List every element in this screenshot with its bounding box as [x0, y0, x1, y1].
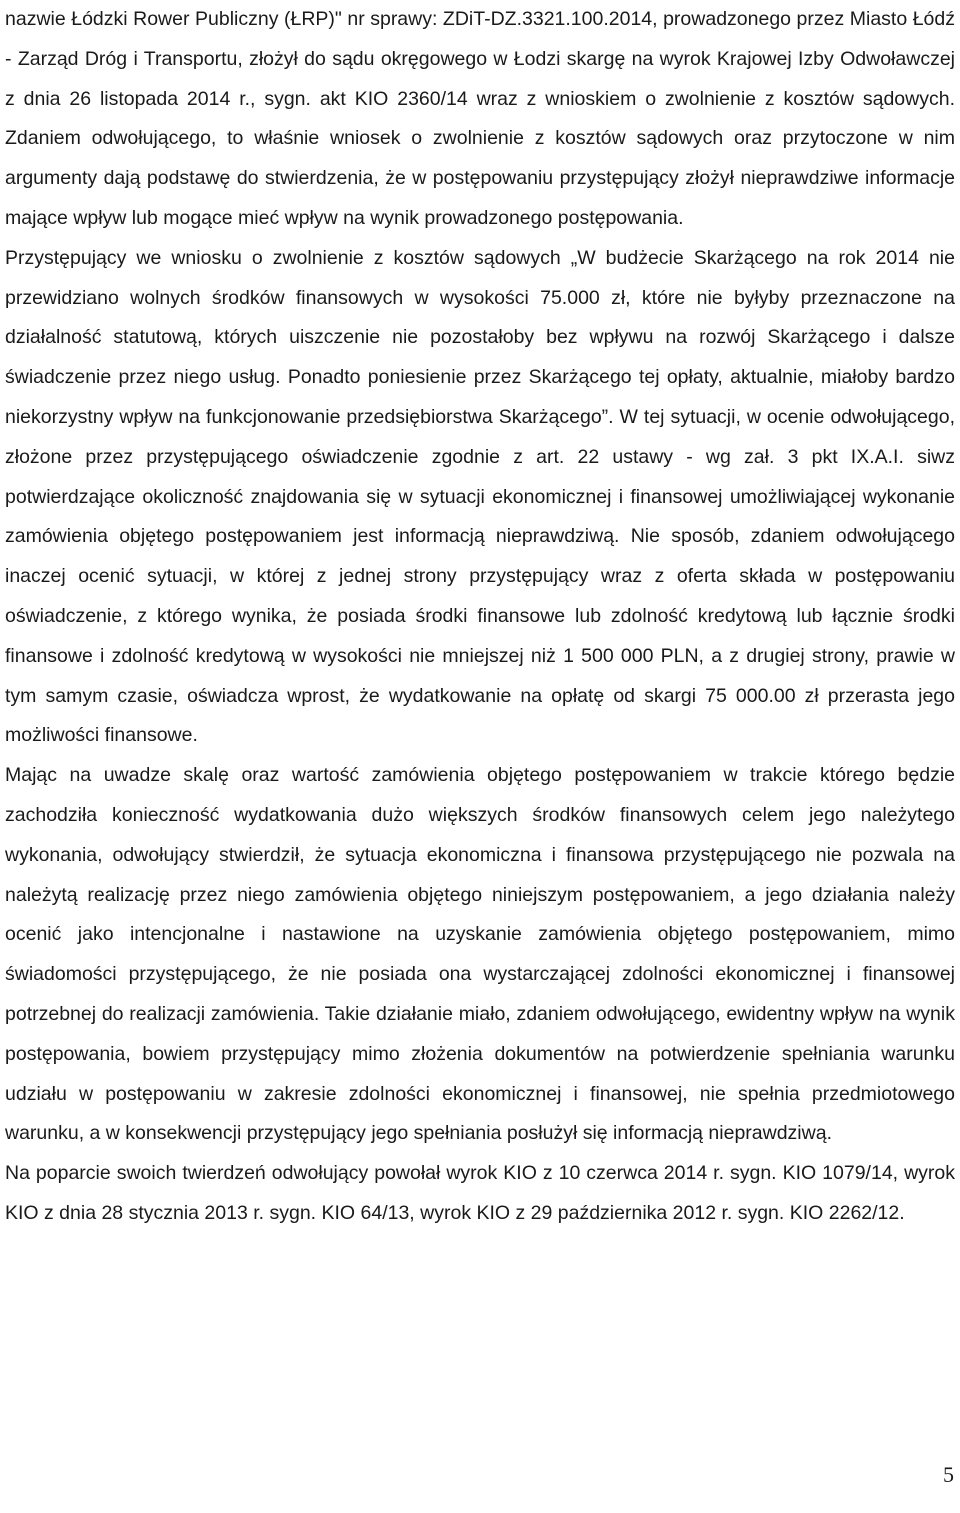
page-number: 5 — [943, 1462, 954, 1487]
paragraph-4: Na poparcie swoich twierdzeń odwołujący powołał wyrok KIO z 10 czerwca 2014 r. sygn. KIO 1079/14, wyrok KIO z dnia 28 stycznia 2013 r. sygn. KIO 64/13, wyrok KIO z 29 października 2012 r. sygn. KIO 2262/12. — [5, 1162, 955, 1224]
paragraph-1: nazwie Łódzki Rower Publiczny (ŁRP)" nr sprawy: ZDiT-DZ.3321.100.2014, prowadzonego przez Miasto Łódź - Zarząd Dróg i Transportu, złożył do sądu okręgowego w Łodzi skargę na wyrok Krajowej Izby Odwoławczej z dnia 26 listopada 2014 r., sygn. akt KIO 2360/14 wraz z wnioskiem o zwolnienie z kosztów sądowych. Zdaniem odwołującego, to właśnie wniosek o zwolnienie z kosztów sądowych oraz przytoczone w nim argumenty dają podstawę do stwierdzenia, że w postępowaniu przystępujący złożył nieprawdziwe informacje mające wpływ lub mogące mieć wpływ na wynik prowadzonego postępowania. — [5, 8, 955, 229]
paragraph-2: Przystępujący we wniosku o zwolnienie z kosztów sądowych „W budżecie Skarżącego na rok 2014 nie przewidziano wolnych środków finansowych w wysokości 75.000 zł, które nie byłyby przeznaczone na działalność statutową, których uiszczenie nie pozostałoby bez wpływu na rozwój Skarżącego i dalsze świadczenie przez niego usług. Ponadto poniesienie przez Skarżącego tej opłaty, aktualnie, miałoby bardzo niekorzystny wpływ na funkcjonowanie przedsiębiorstwa Skarżącego”. W tej sytuacji, w ocenie odwołującego, złożone przez przystępującego oświadczenie zgodnie z art. 22 ustawy - wg zał. 3 pkt IX.A.I. siwz potwierdzające okoliczność znajdowania się w sytuacji ekonomicznej i finansowej umożliwiającej wykonanie zamówienia objętego postępowaniem jest informacją nieprawdziwą. Nie sposób, zdaniem odwołującego inaczej ocenić sytuacji, w której z jednej strony przystępujący wraz z oferta składa w postępowaniu oświadczenie, z którego wynika, że posiada środki finansowe lub zdolność kredytową lub łącznie środki finansowe i zdolność kredytową w wysokości nie mniejszej niż 1 500 000 PLN, a z drugiej strony, prawie w tym samym czasie, oświadcza wprost, że wydatkowanie na opłatę od skargi 75 000.00 zł przerasta jego możliwości finansowe. — [5, 246, 955, 747]
paragraph-3: Mając na uwadze skalę oraz wartość zamówienia objętego postępowaniem w trakcie którego będzie zachodziła konieczność wydatkowania dużo większych środków finansowych celem jego należytego wykonania, odwołujący stwierdził, że sytuacja ekonomiczna i finansowa przystępującego nie pozwala na należytą realizację przez niego zamówienia objętego niniejszym postępowaniem, a jego działania należy ocenić jako intencjonalne i nastawione na uzyskanie zamówienia objętego postępowaniem, mimo świadomości przystępującego, że nie posiada ona wystarczającej zdolności ekonomicznej i finansowej potrzebnej do realizacji zamówienia. Takie działanie miało, zdaniem odwołującego, ewidentny wpływ na wynik postępowania, bowiem przystępujący mimo złożenia dokumentów na potwierdzenie spełniania warunku udziału w postępowaniu w zakresie zdolności ekonomicznej i finansowej, nie spełnia przedmiotowego warunku, a w konsekwencji przystępujący jego spełniania posłużył się informacją nieprawdziwą. — [5, 764, 955, 1145]
document-body — [5, 0, 955, 1234]
